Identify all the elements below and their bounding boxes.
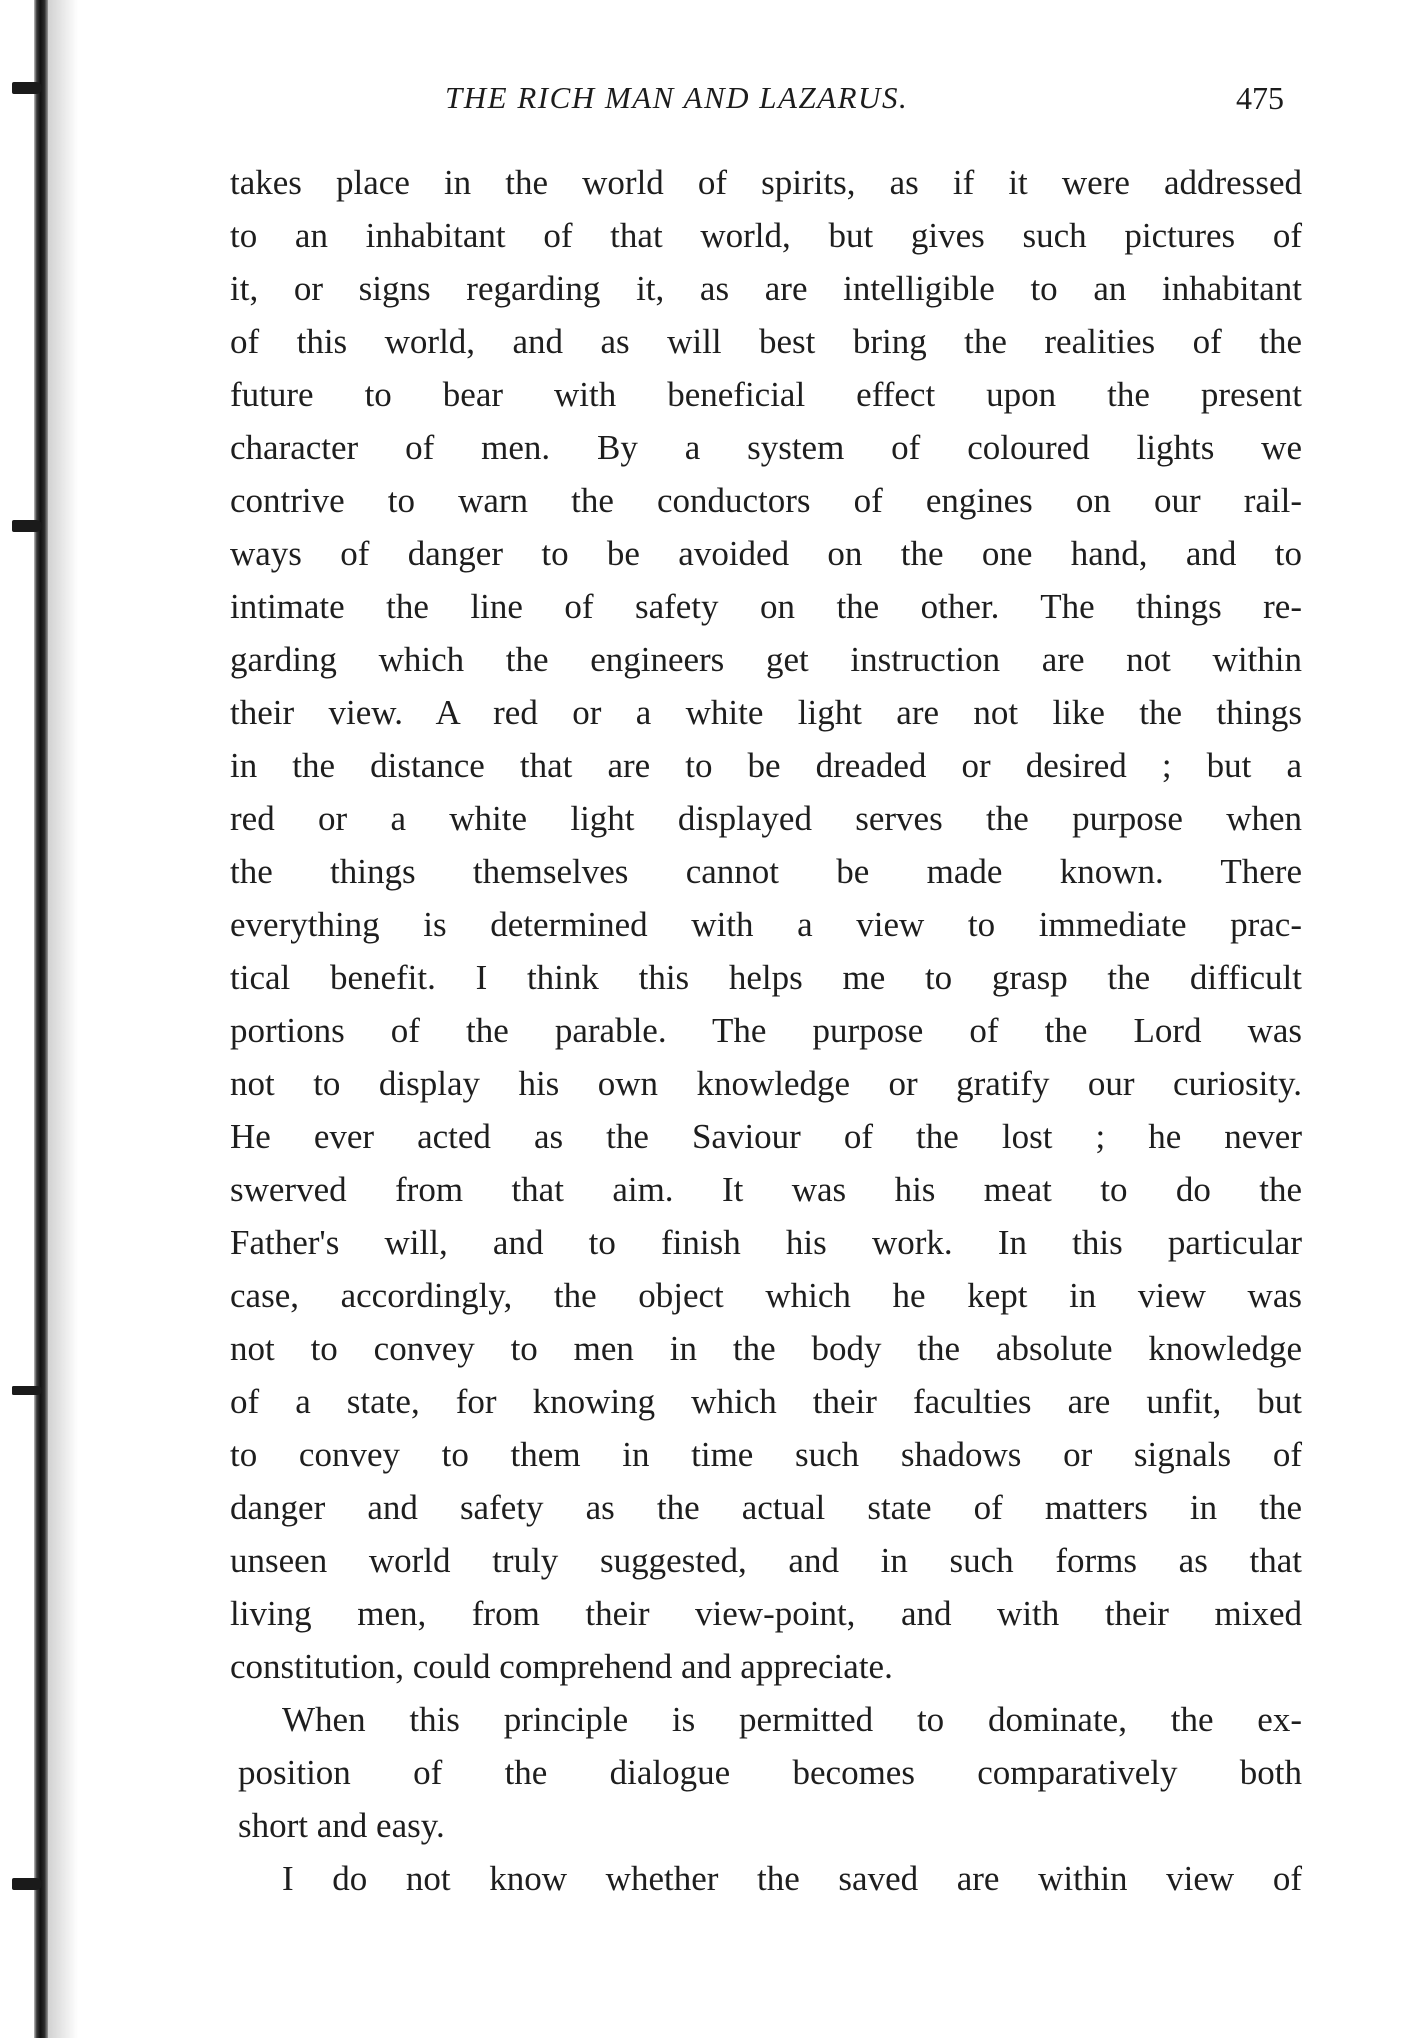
text-line: to an inhabitant of that world, but gives such pictures of	[230, 216, 1302, 255]
text-line: it, or signs regarding it, as are intelligible to an inhabitant	[230, 269, 1302, 308]
text-line: position of the dialogue becomes comparatively both	[238, 1753, 1302, 1792]
text-line: contrive to warn the conductors of engines on our rail-	[230, 481, 1302, 520]
text-line: ways of danger to be avoided on the one hand, and to	[230, 534, 1302, 573]
text-line: everything is determined with a view to immediate prac-	[230, 905, 1302, 944]
binding-speck	[12, 82, 42, 94]
text-line: portions of the parable. The purpose of the Lord was	[230, 1011, 1302, 1050]
text-line: red or a white light displayed serves the purpose when	[230, 799, 1302, 838]
paragraph	[230, 1852, 1302, 1905]
text-line: unseen world truly suggested, and in such forms as that	[230, 1541, 1302, 1580]
text-line: danger and safety as the actual state of matters in the	[230, 1488, 1302, 1527]
binding-speck	[12, 520, 42, 532]
body-text	[230, 156, 1302, 1905]
paragraph	[230, 156, 1302, 1693]
text-line: takes place in the world of spirits, as if it were addressed	[230, 163, 1302, 202]
text-line: He ever acted as the Saviour of the lost ; he never	[230, 1117, 1302, 1156]
text-line: their view. A red or a white light are not like the things	[230, 693, 1302, 732]
book-binding-edge	[34, 0, 48, 2038]
text-line: I do not know whether the saved are within view of	[282, 1859, 1302, 1898]
text-line: future to bear with beneficial effect upon the present	[230, 375, 1302, 414]
text-line: short and easy.	[238, 1806, 445, 1845]
paragraph	[230, 1693, 1302, 1852]
text-line: character of men. By a system of coloured lights we	[230, 428, 1302, 467]
binding-speck	[12, 1386, 42, 1395]
text-line: living men, from their view-point, and with their mixed	[230, 1594, 1302, 1633]
text-line: tical benefit. I think this helps me to grasp the difficult	[230, 958, 1302, 997]
text-line: When this principle is permitted to dominate, the ex-	[282, 1700, 1302, 1739]
text-line: of this world, and as will best bring the realities of the	[230, 322, 1302, 361]
text-line: swerved from that aim. It was his meat to do the	[230, 1170, 1302, 1209]
text-line: in the distance that are to be dreaded or desired ; but a	[230, 746, 1302, 785]
running-title: THE RICH MAN AND LAZARUS.	[445, 80, 909, 115]
text-line: to convey to them in time such shadows or signals of	[230, 1435, 1302, 1474]
text-line: intimate the line of safety on the other. The things re-	[230, 587, 1302, 626]
text-line: case, accordingly, the object which he kept in view was	[230, 1276, 1302, 1315]
page-header	[230, 80, 1302, 124]
text-line: constitution, could comprehend and appreciate.	[230, 1647, 893, 1686]
binding-speck	[12, 1878, 42, 1890]
text-line: not to display his own knowledge or gratify our curiosity.	[230, 1064, 1302, 1103]
text-line: of a state, for knowing which their faculties are unfit, but	[230, 1382, 1302, 1421]
text-line: garding which the engineers get instruction are not within	[230, 640, 1302, 679]
page-number: 475	[1236, 80, 1284, 116]
text-line: the things themselves cannot be made known. There	[230, 852, 1302, 891]
binding-shadow	[48, 0, 78, 2038]
text-line: not to convey to men in the body the absolute knowledge	[230, 1329, 1302, 1368]
text-line: Father's will, and to finish his work. In this particular	[230, 1223, 1302, 1262]
